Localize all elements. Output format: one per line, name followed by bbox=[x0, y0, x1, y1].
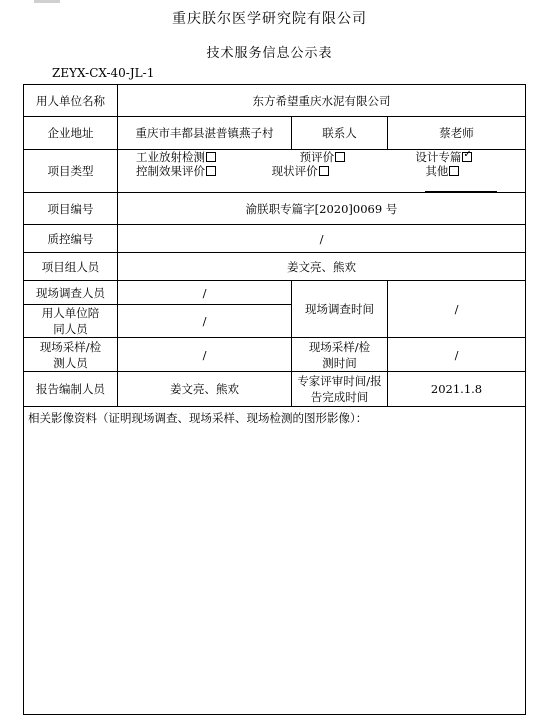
type-option: 预评价 bbox=[266, 150, 396, 164]
client-label: 用人单位名称 bbox=[24, 85, 118, 117]
accompany-value: / bbox=[118, 305, 292, 338]
checkbox-icon[interactable] bbox=[335, 152, 345, 162]
row-qc bbox=[24, 225, 526, 253]
row-type bbox=[24, 150, 526, 193]
survey-time-value: / bbox=[388, 281, 526, 338]
type-option: 控制效果评价 bbox=[136, 164, 266, 192]
row-sampling bbox=[24, 338, 526, 372]
type-options bbox=[118, 150, 526, 193]
accompany-label: 用人单位陪同人员 bbox=[24, 305, 118, 338]
survey-time-label: 现场调查时间 bbox=[292, 281, 388, 338]
top-rule bbox=[34, 0, 60, 3]
type-option: 现状评价 bbox=[266, 164, 396, 192]
survey-staff-label: 现场调查人员 bbox=[24, 281, 118, 305]
qc-label: 质控编号 bbox=[24, 225, 118, 253]
other-blank-line bbox=[425, 179, 497, 192]
sampling-time-value: / bbox=[388, 338, 526, 372]
type-option: 工业放射检测 bbox=[136, 150, 266, 164]
qc-value: / bbox=[118, 225, 526, 253]
checkbox-icon[interactable] bbox=[449, 166, 459, 176]
checked-checkbox-icon[interactable] bbox=[462, 152, 472, 162]
address-value: 重庆市丰都县湛普镇燕子村 bbox=[118, 117, 292, 150]
report-staff-value: 姜文亮、熊欢 bbox=[118, 372, 292, 407]
row-client bbox=[24, 85, 526, 117]
info-table bbox=[23, 84, 526, 715]
contact-value: 蔡老师 bbox=[388, 117, 526, 150]
row-number bbox=[24, 193, 526, 225]
row-members bbox=[24, 253, 526, 281]
form-code: ZEYX-CX-40-JL-1 bbox=[52, 66, 155, 80]
type-label: 项目类型 bbox=[24, 150, 118, 193]
review-time-value: 2021.1.8 bbox=[388, 372, 526, 407]
report-staff-label: 报告编制人员 bbox=[24, 372, 118, 407]
form-title: 技术服务信息公示表 bbox=[206, 46, 333, 61]
row-survey-staff bbox=[24, 281, 526, 305]
company-name: 重庆朕尔医学研究院有限公司 bbox=[172, 11, 367, 27]
review-time-label: 专家评审时间/报告完成时间 bbox=[292, 372, 388, 407]
sampling-time-label: 现场采样/检测时间 bbox=[292, 338, 388, 372]
checkbox-icon[interactable] bbox=[206, 152, 216, 162]
attachments-area bbox=[24, 407, 526, 715]
members-value: 姜文亮、熊欢 bbox=[118, 253, 526, 281]
sampling-staff-label: 现场采样/检测人员 bbox=[24, 338, 118, 372]
checkbox-icon[interactable] bbox=[319, 166, 329, 176]
number-label: 项目编号 bbox=[24, 193, 118, 225]
number-value: 渝朕职专篇字[2020]0069 号 bbox=[118, 193, 526, 225]
survey-staff-value: / bbox=[118, 281, 292, 305]
row-address bbox=[24, 117, 526, 150]
address-label: 企业地址 bbox=[24, 117, 118, 150]
row-report bbox=[24, 372, 526, 407]
checkbox-icon[interactable] bbox=[206, 166, 216, 176]
attachments-label: 相关影像资料（证明现场调查、现场采样、现场检测的图形影像）： bbox=[28, 411, 368, 425]
client-value: 东方希望重庆水泥有限公司 bbox=[118, 85, 526, 117]
sampling-staff-value: / bbox=[118, 338, 292, 372]
row-attachments bbox=[24, 407, 526, 715]
contact-label: 联系人 bbox=[292, 117, 388, 150]
type-option: 设计专篇✓ bbox=[395, 150, 525, 164]
type-option: 其他 bbox=[395, 164, 525, 192]
members-label: 项目组人员 bbox=[24, 253, 118, 281]
